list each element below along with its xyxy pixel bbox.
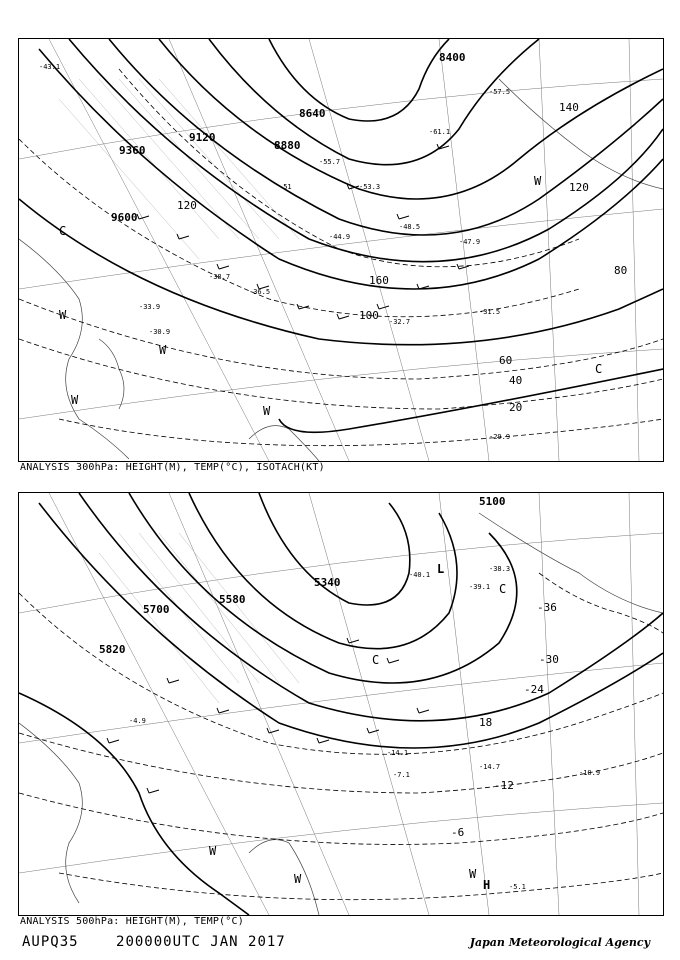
temp-label: -7.1 [393,771,410,779]
coastline [19,79,663,461]
height-label: 8400 [439,51,466,64]
map-300hpa-svg [19,39,663,461]
temp-label: -5.1 [509,883,526,891]
warm-symbol: W [263,404,271,418]
agency-credit: Japan Meteorological Agency [469,936,650,949]
isotach-label: 160 [369,274,389,287]
caption-300hpa: ANALYSIS 300hPa: HEIGHT(M), TEMP(°C), ISOTACH(KT) [20,462,325,473]
temp-value-group [129,565,600,891]
height-label: 8880 [274,139,301,152]
warm-symbol: W [159,343,167,357]
coastline [19,513,663,915]
temp-label: -48.5 [399,223,421,231]
cold-symbol: C [499,582,507,596]
temp-contour-label: -30 [539,653,559,666]
temp-label: -10.9 [579,769,601,777]
warm-symbol: W [534,174,542,188]
temp-label: -38.7 [209,273,231,281]
warm-symbol: W [469,867,477,881]
map-panel-300hpa [18,38,664,462]
isotach-label: 20 [509,401,523,414]
warm-symbol: W [294,872,302,886]
temp-label: -14.7 [479,763,501,771]
symbol-group [209,562,506,892]
warm-symbol: W [71,393,79,407]
height-label-group [111,51,466,224]
chart-datetime: 200000UTC JAN 2017 [116,934,286,950]
warm-symbol: W [59,308,67,322]
temp-label: -43.1 [39,63,61,71]
caption-500hpa: ANALYSIS 500hPa: HEIGHT(M), TEMP(°C) [20,916,244,927]
height-label: 9120 [189,131,216,144]
isotach-label: 120 [569,181,589,194]
temp-label: -61.1 [429,128,451,136]
height-label: 5340 [314,576,341,589]
temp-contour-label-group [451,601,559,839]
temp-label: -40.1 [409,571,431,579]
temp-label: -55.7 [319,158,341,166]
temp-label: -4.9 [129,717,146,725]
temp-label: -36.5 [249,288,271,296]
height-label: 5700 [143,603,170,616]
temp-label: -38.3 [489,565,511,573]
isotach-label: 140 [559,101,579,114]
height-label: 8640 [299,107,326,120]
temp-contour-label: -6 [451,826,465,839]
height-label: 5580 [219,593,246,606]
temp-label: -44.9 [329,233,351,241]
height-contours [19,493,663,915]
high-symbol: H [483,878,491,892]
map-panel-500hpa [18,492,664,916]
low-symbol: L [437,562,445,576]
temp-contour-label: -12 [494,779,514,792]
hatched-region [59,79,299,259]
cold-symbol: C [372,653,380,667]
temp-label: -14.1 [387,749,409,757]
temp-contour-label: 18 [479,716,493,729]
temp-label: -29.9 [489,433,511,441]
temp-label: -51 [279,183,292,191]
temp-label: -31.5 [479,308,501,316]
temp-label: -53.3 [359,183,381,191]
chart-code: AUPQ35 [22,934,79,950]
temp-label: -32.7 [389,318,411,326]
temp-label: -33.9 [139,303,161,311]
cold-symbol: C [59,224,67,238]
dashed-contours [19,573,663,900]
temp-contour-label: -24 [524,683,544,696]
height-label: 9360 [119,144,146,157]
cold-symbol: C [595,362,603,376]
wind-barbs [137,144,469,319]
height-contours [19,39,663,345]
isotach-label: 60 [499,354,513,367]
temp-contour-label: -36 [537,601,557,614]
height-label: 5100 [479,495,506,508]
temp-label: -57.5 [489,88,511,96]
temp-label: -39.1 [469,583,491,591]
temp-label: -47.9 [459,238,481,246]
isotach-label: 40 [509,374,523,387]
temp-label: -30.9 [149,328,171,336]
isotach-label: 80 [614,264,628,277]
map-500hpa-svg [19,493,663,915]
warm-symbol: W [209,844,217,858]
height-label: 5820 [99,643,126,656]
height-label: 9600 [111,211,138,224]
isotach-label: 120 [177,199,197,212]
isotach-label: 100 [359,309,379,322]
chart-footer [22,934,314,950]
graticule [19,493,663,915]
isotach-20 [279,369,663,432]
